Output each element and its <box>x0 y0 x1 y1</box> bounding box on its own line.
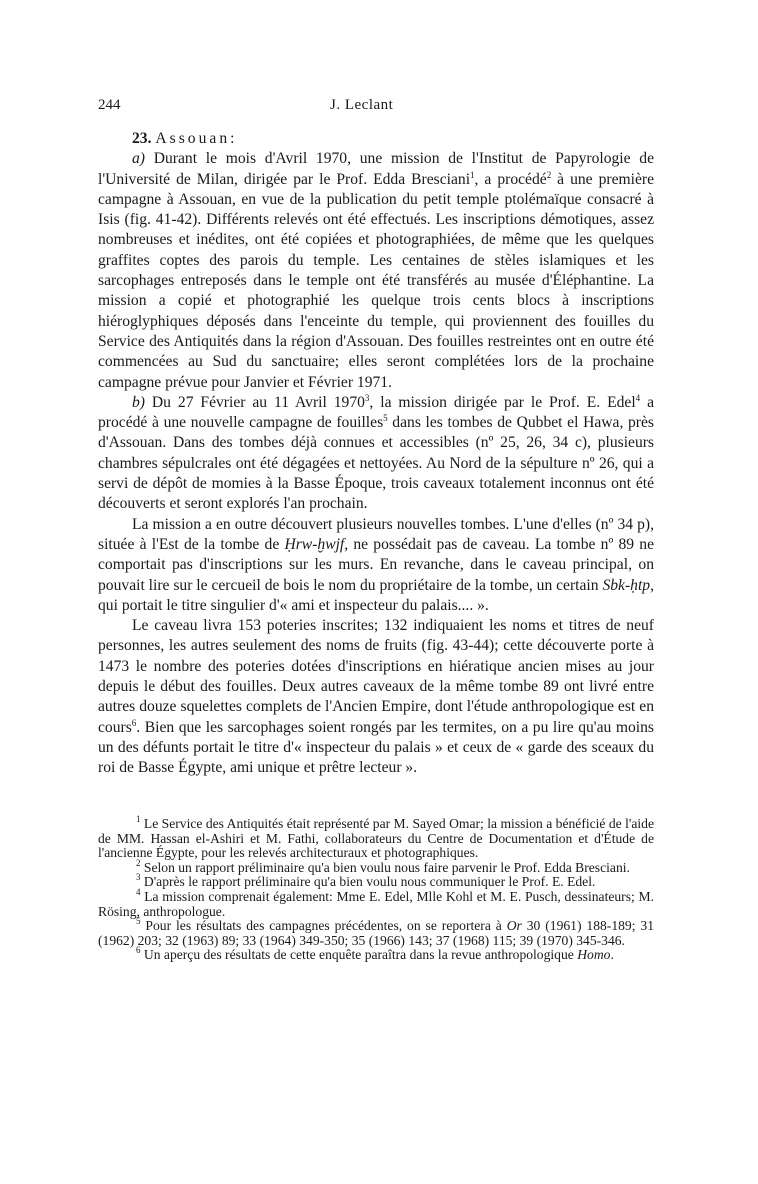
section-heading <box>98 129 654 149</box>
footnote-text: 30 (1961) 188-189; 31 (1962) 203; 32 (1963) 89; 33 (1964) 349-350; 35 (1966) 143; 37 (1968) 115; 39 (1970) 345-346. <box>98 918 655 948</box>
footnotes <box>98 814 655 963</box>
egyptian-name-1: Ḥrw-ḫwjf <box>284 535 345 553</box>
footnote-text: . <box>610 947 614 963</box>
paragraph-d <box>98 616 654 778</box>
footnote-mark: 5 <box>136 916 141 927</box>
footnote-3 <box>98 872 654 890</box>
paragraph-b-text-1: Du 27 Février au 11 Avril 1970 <box>145 393 365 411</box>
footnote-text: Le Service des Antiquités était représenté par M. Sayed Omar; la mission a bénéficié de l'aide de MM. Hassan el-Ashiri et M. Fathi, collaborateurs du Centre de Documentation et d'Étude de l'ancienne Égypte, pour les relevés architecturaux et photographiques. <box>98 816 654 861</box>
footnote-mark: 3 <box>136 872 141 883</box>
page-number: 244 <box>98 97 121 113</box>
running-title: J. Leclant <box>330 97 394 113</box>
paragraph-a-text-2: , a procédé <box>474 170 547 188</box>
paragraph-a-text-1: Durant le mois d'Avril 1970, une mission de l'Institut de Papyrologie de l'Université de Milan, dirigée par le Prof. Edda Bresciani <box>98 150 654 188</box>
section-number: 23. <box>132 130 152 147</box>
journal-title: Or <box>506 918 522 934</box>
journal-title: Homo <box>577 947 611 963</box>
footnote-text: D'après le rapport préliminaire qu'a bien voulu nous communiquer le Prof. E. Edel. <box>140 874 596 890</box>
paragraph-a-label: a) <box>132 150 145 168</box>
footnote-ref-4[interactable]: 4 <box>635 392 641 403</box>
footnote-mark: 1 <box>136 814 141 824</box>
paragraph-b-label: b) <box>132 393 145 411</box>
paragraph-c-text-1: La mission a en outre découvert plusieurs nouvelles tombes. L'une d'elles (nº 34 p), située à l'Est de la tombe de <box>98 515 654 553</box>
paragraph-d-text-1: Le caveau livra 153 poteries inscrites; 132 indiquaient les noms et titres de neuf personnes, les autres seulement des noms de fruits (fig. 43-44); cette découverte porte à 1473 le nombre des poteries dotées d'inscriptions en hiératique ancien mises au jour depuis le début des fouilles. Deux autres caveaux de la même tombe 89 ont livré entre autres douze squelettes complets de l'Ancien Empire, dont l'étude anthropologique est en cours <box>98 617 654 736</box>
body-text <box>98 129 654 779</box>
footnote-6 <box>98 945 654 963</box>
footnote-mark: 4 <box>136 886 141 897</box>
footnote-text: Un aperçu des résultats de cette enquête paraîtra dans la revue anthropologique <box>140 947 578 963</box>
paragraph-b-text-3: a procédé à une nouvelle campagne de fouilles <box>98 393 654 432</box>
footnote-text: Pour les résultats des campagnes précédentes, on se reportera à <box>140 918 507 934</box>
footnote-text: Selon un rapport préliminaire qu'a bien voulu nous faire parvenir le Prof. Edda Bresciani. <box>140 859 630 875</box>
paragraph-b-text-2: , la mission dirigée par le Prof. E. Edel <box>369 393 636 411</box>
footnote-1 <box>98 814 654 861</box>
egyptian-name-2: Sbk-ḥtp <box>602 576 651 594</box>
paragraph-b <box>98 393 654 515</box>
footnote-5 <box>98 916 655 948</box>
footnote-text: La mission comprenait également: Mme E. Edel, Mlle Kohl et M. E. Pusch, dessinateurs; M. Rösing, anthropologue. <box>98 888 654 919</box>
section-title: Assouan: <box>155 130 238 147</box>
footnote-4 <box>98 886 654 919</box>
footnote-ref-3[interactable]: 3 <box>364 392 370 403</box>
footnote-ref-5[interactable]: 5 <box>383 413 388 424</box>
paragraph-a <box>98 149 654 393</box>
paragraph-c <box>98 515 654 616</box>
paragraph-a-text-3: à une première campagne à Assouan, en vue de la publication du petit temple ptolémaïque consacré à Isis (fig. 41-42). Différents relevés ont été effectués. Les inscriptions démotiques, assez nombreuses et inédites, ont été copiées et photographiées, de même que les quelques graffites coptes des parois du temple. Les centaines de stèles islamiques et les sarcophages entreposés dans le temple ont été transférés au musée d'Éléphantine. La mission a copié et photographié les quelque trois cents blocs à inscriptions hiéroglyphiques déposés dans l'enceinte du temple, qui proviennent des fouilles du Service des Antiquités dans la région d'Assouan. Des fouilles restreintes ont en outre été commencées au Sud du sanctuaire; elles seront complétées lors de la prochaine campagne prévue pour Janvier et Février 1971. <box>98 170 655 391</box>
footnote-mark: 2 <box>136 857 141 868</box>
paragraph-c-text-3: , qui portait le titre singulier d'« ami et inspecteur du palais.... ». <box>98 576 654 614</box>
paragraph-d-text-2: . Bien que les sarcophages soient rongés par les termites, on a pu lire qu'au moins un des défunts portait le titre d'« inspecteur du palais » et ceux de « garde des sceaux du roi de Basse Égypte, ami unique et prêtre lecteur ». <box>98 718 654 777</box>
footnote-ref-1[interactable]: 1 <box>470 169 475 180</box>
footnote-ref-2[interactable]: 2 <box>546 169 552 180</box>
paragraph-b-text-4: dans les tombes de Qubbet el Hawa, près d'Assouan. Dans des tombes déjà connues et accessibles (nº 25, 26, 34 c), plusieurs chambres sépulcrales ont été dégagées et nettoyées. Au Nord de la sépulture nº 26, qui a servi de dépôt de momies à la Basse Époque, trois caveaux totalement inconnus ont été découverts et seront explorés l'an prochain. <box>98 414 654 513</box>
paragraph-c-text-2: , ne possédait pas de caveau. La tombe nº 89 ne comportait pas d'inscriptions sur les murs. En revanche, dans le caveau principal, on pouvait lire sur le cercueil de bois le nom du propriétaire de la tombe, un certain <box>98 535 655 594</box>
footnote-mark: 6 <box>136 945 141 956</box>
footnote-ref-6[interactable]: 6 <box>131 717 137 728</box>
